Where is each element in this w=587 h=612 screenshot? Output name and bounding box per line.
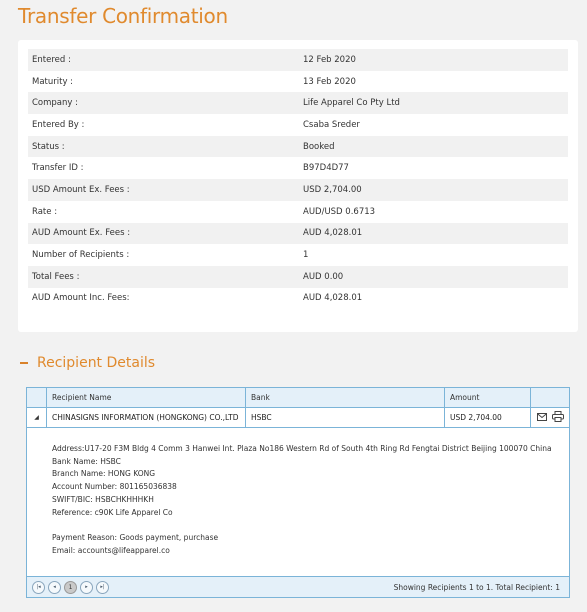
detail-value: Csaba Sreder [303, 119, 360, 130]
detail-row-aud-amount [28, 223, 568, 245]
column-header-recipient-name[interactable]: Recipient Name [47, 388, 246, 407]
transfer-details-card [18, 40, 578, 332]
detail-label: Total Fees : [32, 271, 80, 282]
column-header-bank[interactable]: Bank [246, 388, 445, 407]
recipient-email: Email: accounts@lifeapparel.co [52, 545, 170, 555]
current-page-button[interactable]: 1 [64, 581, 77, 594]
detail-value: 13 Feb 2020 [303, 76, 356, 87]
print-icon[interactable] [552, 411, 564, 424]
detail-row-company [28, 92, 568, 114]
detail-row-entered-by [28, 114, 568, 136]
detail-value: B97D4D77 [303, 163, 349, 174]
page-title: Transfer Confirmation [18, 4, 228, 28]
transfer-details-list [28, 49, 568, 309]
grid-header [27, 388, 569, 408]
detail-value: AUD 4,028.01 [303, 228, 363, 239]
detail-label: Rate : [32, 206, 58, 217]
cell-amount: USD 2,704.00 [445, 408, 531, 427]
detail-value: Life Apparel Co Pty Ltd [303, 98, 400, 109]
recipient-account-number: Account Number: 801165036838 [52, 482, 177, 492]
last-page-button[interactable]: ▸| [96, 581, 109, 594]
detail-row-usd-amount [28, 179, 568, 201]
detail-row-rate [28, 201, 568, 223]
detail-row-aud-inc-fees [28, 288, 568, 310]
detail-label: Number of Recipients : [32, 250, 130, 261]
detail-value: AUD/USD 0.6713 [303, 206, 376, 217]
detail-value: 12 Feb 2020 [303, 54, 356, 65]
collapse-icon[interactable] [20, 362, 28, 364]
collapse-row-icon[interactable]: ◢ [27, 408, 47, 427]
detail-value: AUD 0.00 [303, 271, 344, 282]
recipient-reference: Reference: c90K Life Apparel Co [52, 507, 173, 517]
recipient-branch-name: Branch Name: HONG KONG [52, 469, 156, 479]
expand-column-header [27, 388, 47, 407]
detail-row-status [28, 136, 568, 158]
detail-value: USD 2,704.00 [303, 184, 362, 195]
table-row[interactable] [27, 408, 569, 428]
row-actions [531, 408, 569, 427]
column-header-amount[interactable]: Amount [445, 388, 531, 407]
detail-label: Transfer ID : [32, 163, 84, 174]
detail-row-total-fees [28, 266, 568, 288]
recipient-details-header [20, 355, 155, 371]
grid-pager [27, 576, 569, 597]
recipients-grid [26, 387, 570, 598]
detail-row-entered [28, 49, 568, 71]
detail-label: USD Amount Ex. Fees : [32, 184, 130, 195]
detail-label: Maturity : [32, 76, 74, 87]
cell-recipient-name: CHINASIGNS INFORMATION (HONGKONG) CO.,LTD [47, 408, 246, 427]
detail-row-maturity [28, 71, 568, 93]
spacer [52, 519, 552, 532]
detail-label: Status : [32, 141, 65, 152]
prev-page-button[interactable]: ◂ [48, 581, 61, 594]
detail-label: AUD Amount Ex. Fees : [32, 228, 131, 239]
cell-bank: HSBC [246, 408, 445, 427]
detail-label: Entered By : [32, 119, 85, 130]
recipient-detail-panel [52, 443, 552, 557]
detail-row-recipients-count [28, 244, 568, 266]
recipient-swift: SWIFT/BIC: HSBCHKHHHKH [52, 494, 154, 504]
detail-value: Booked [303, 141, 335, 152]
detail-label: Entered : [32, 54, 71, 65]
pager-info: Showing Recipients 1 to 1. Total Recipient: 1 [393, 582, 560, 592]
next-page-button[interactable]: ▸ [80, 581, 93, 594]
section-title: Recipient Details [37, 355, 156, 371]
detail-label: AUD Amount Inc. Fees: [32, 293, 130, 304]
recipient-payment-reason: Payment Reason: Goods payment, purchase [52, 532, 219, 542]
email-icon[interactable] [537, 413, 547, 423]
first-page-button[interactable]: |◂ [32, 581, 45, 594]
actions-column-header [531, 388, 569, 407]
recipient-bank-name: Bank Name: HSBC [52, 456, 121, 466]
recipient-address: Address:U17-20 F3M Bldg 4 Comm 3 Hanwei Int. Plaza No186 Western Rd of South 4th Ring Rd Fengtai District Beijing 100070 China [52, 444, 552, 453]
detail-label: Company : [32, 98, 79, 109]
detail-row-transfer-id [28, 157, 568, 179]
detail-value: 1 [303, 250, 309, 261]
detail-value: AUD 4,028.01 [303, 293, 363, 304]
